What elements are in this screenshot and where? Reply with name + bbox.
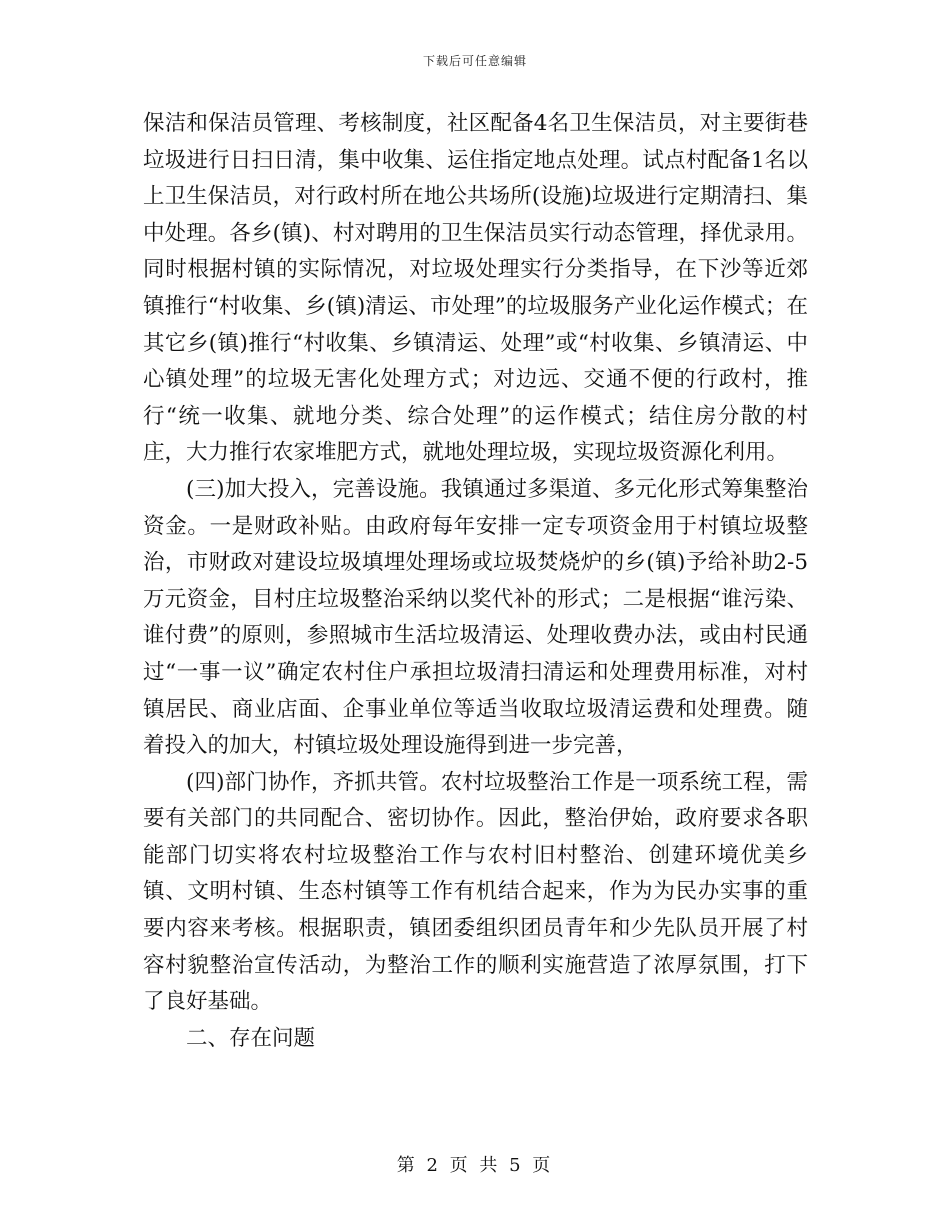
section-heading-problems: 二、存在问题: [186, 1025, 316, 1051]
paragraph-continued: 保洁和保洁员管理、考核制度，社区配备4名卫生保洁员，对主要街巷垃圾进行日扫日清，集中收集、运住指定地点处理。试点村配备1名以上卫生保洁员，对行政村所在地公共场所(设施)垃圾进行定期清扫、集中处理。各乡(镇)、村对聘用的卫生保洁员实行动态管理，择优录用。同时根据村镇的实际情况，对垃圾处理实行分类指导，在下沙等近郊镇推行“村收集、乡(镇)清运、市处理”的垃圾服务产业化运作模式；在其它乡(镇)推行“村收集、乡镇清运、处理”或“村收集、乡镇清运、中心镇处理”的垃圾无害化处理方式；对边远、交通不便的行政村，推行“统一收集、就地分类、综合处理”的运作模式；结住房分散的村庄，大力推行农家堆肥方式，就地处理垃圾，实现垃圾资源化利用。: [143, 111, 808, 466]
document-body: [143, 106, 808, 1057]
paragraph-section-4: (四)部门协作，齐抓共管。农村垃圾整治工作是一项系统工程，需要有关部门的共同配合、密切协作。因此，整治伊始，政府要求各职能部门切实将农村垃圾整治工作与农村旧村整治、创建环境优美乡镇、文明村镇、生态村镇等工作有机结合起来，作为为民办实事的重要内容来考核。根据职责，镇团委组织团员青年和少先队员开展了村容村貌整治宣传活动，为整治工作的顺利实施营造了浓厚氛围，打下了良好基础。: [143, 769, 808, 1015]
paragraph-section-3: (三)加大投入，完善设施。我镇通过多渠道、多元化形式筹集整治资金。一是财政补贴。由政府每年安排一定专项资金用于村镇垃圾整治，市财政对建设垃圾填埋处理场或垃圾焚烧炉的乡(镇)予给补助2-5万元资金，目村庄垃圾整治采纳以奖代补的形式；二是根据“谁污染、谁付费”的原则，参照城市生活垃圾清运、处理收费办法，或由村民通过“一事一议”确定农村住户承担垃圾清扫清运和处理费用标准，对村镇居民、商业店面、企事业单位等适当收取垃圾清运费和处理费。随着投入的加大，村镇垃圾处理设施得到进一步完善，: [143, 476, 808, 759]
header-note: 下载后可任意编辑: [422, 54, 527, 68]
page-number: 第 2 页 共 5 页: [396, 1155, 554, 1176]
